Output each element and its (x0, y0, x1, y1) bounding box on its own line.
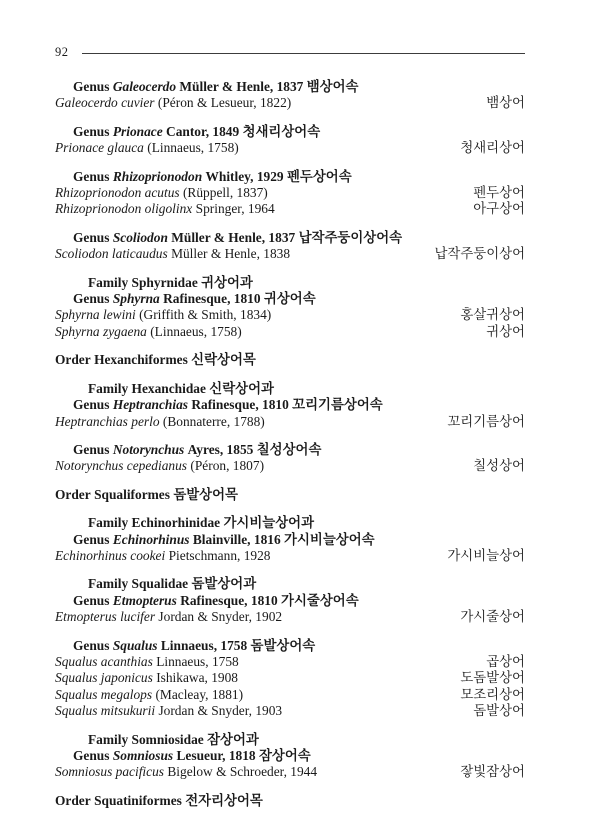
taxon-entry-text (55, 275, 253, 291)
rank-label: Genus (73, 637, 110, 653)
scientific-name: Somniosidae (131, 731, 204, 747)
family-line (55, 275, 525, 291)
author-citation: Springer, 1964 (195, 201, 275, 217)
korean-common-name: 뱀상어 (486, 95, 525, 111)
rank-label: Family (88, 576, 129, 592)
author-citation: Bigelow & Schroeder, 1944 (167, 764, 318, 780)
species-line (55, 246, 525, 262)
author-citation: Blainville, 1816 (192, 531, 281, 547)
korean-name: 신락상어과 (209, 380, 274, 396)
rank-label: Family (88, 380, 129, 396)
rank-label: Genus (73, 229, 110, 245)
species-line (55, 307, 525, 323)
scientific-name: Scoliodon laticaudus (55, 246, 168, 262)
korean-name: 칠성상어속 (256, 441, 322, 457)
taxonomy-list (0, 60, 605, 809)
scientific-name: Heptranchias (112, 397, 188, 413)
scientific-name: Galeocerdo (112, 79, 177, 94)
author-citation: Ayres, 1855 (187, 441, 254, 457)
order-line (55, 352, 525, 368)
author-citation: Cantor, 1849 (166, 123, 240, 139)
rank-label: Order (55, 792, 91, 808)
family-line (55, 381, 525, 397)
korean-name: 잠상어속 (258, 748, 311, 763)
korean-common-name: 돔발상어 (473, 703, 525, 719)
scientific-name: Galeocerdo cuvier (55, 95, 155, 111)
species-line (55, 458, 525, 474)
genus-line (55, 638, 525, 654)
taxon-entry-text (55, 201, 275, 217)
taxon-entry-text (55, 638, 315, 654)
taxon-entry-text (55, 793, 263, 809)
order-line (55, 793, 525, 809)
rank-label: Order (55, 486, 91, 502)
scientific-name: Sphyrna zygaena (55, 323, 147, 339)
taxon-entry-text (55, 670, 238, 686)
korean-common-name: 모조리상어 (460, 686, 525, 702)
page-number: 92 (55, 45, 69, 59)
taxon-block (55, 732, 525, 781)
rank-label: Family (88, 731, 129, 747)
taxon-entry-text (55, 487, 238, 503)
taxon-entry-text (55, 732, 259, 748)
scientific-name: Squatiniformes (94, 792, 182, 808)
rank-label: Family (88, 515, 129, 531)
scientific-name: Rhizoprionodon oligolinx (55, 201, 193, 217)
korean-common-name: 꼬리기름상어 (447, 413, 525, 429)
rank-label: Order (55, 352, 91, 368)
scientific-name: Somniosus (112, 748, 174, 763)
species-line (55, 687, 525, 703)
taxon-entry-text (55, 703, 282, 719)
scientific-name: Etmopterus lucifer (55, 609, 156, 625)
species-line (55, 548, 525, 564)
scientific-name: Somniosus pacificus (55, 764, 164, 780)
genus-line (55, 397, 525, 413)
taxon-entry-text (55, 576, 256, 592)
scientific-name: Sphyrna (112, 291, 160, 307)
scientific-name: Prionace (112, 123, 163, 139)
scientific-name: Squalus japonicus (55, 670, 153, 686)
korean-name: 돔발상어과 (191, 576, 257, 592)
author-citation: Lesueur, 1818 (176, 748, 256, 763)
taxon-entry-text (55, 548, 271, 564)
family-line (55, 732, 525, 748)
taxon-entry-text (55, 169, 352, 185)
scientific-name: Notorynchus cepedianus (55, 458, 188, 474)
species-line (55, 140, 525, 156)
genus-line (55, 442, 525, 458)
scientific-name: Sphyrna lewini (55, 307, 136, 323)
scientific-name: Hexanchidae (131, 380, 206, 396)
scientific-name: Notorynchus (112, 441, 185, 457)
taxon-entry-text (55, 291, 316, 307)
taxon-block (55, 576, 525, 625)
author-citation: Jordan & Snyder, 1903 (158, 703, 283, 719)
taxon-entry-text (55, 764, 317, 780)
genus-line (55, 124, 525, 140)
taxon-block (55, 79, 525, 112)
korean-common-name: 곱상어 (486, 653, 525, 669)
korean-name: 돔발상어목 (173, 486, 238, 502)
korean-name: 꼬리기름상어속 (292, 397, 383, 413)
taxon-entry-text (55, 687, 243, 703)
scientific-name: Squaliformes (94, 486, 170, 502)
family-line (55, 576, 525, 592)
order-line (55, 487, 525, 503)
scientific-name: Rhizoprionodon (112, 168, 203, 184)
taxon-entry-text (55, 185, 268, 201)
korean-common-name: 가시비늘상어 (447, 547, 525, 563)
taxon-entry-text (55, 352, 256, 368)
korean-common-name: 아구상어 (473, 201, 525, 217)
taxon-entry-text (55, 246, 290, 262)
genus-line (55, 291, 525, 307)
korean-name: 전자리상어목 (185, 792, 263, 808)
scientific-name: Echinorhinus cookei (55, 547, 166, 563)
author-citation: (Péron & Lesueur, 1822) (157, 95, 292, 111)
rank-label: Genus (73, 291, 110, 307)
species-line (55, 609, 525, 625)
author-citation: Linnaeus, 1758 (156, 653, 239, 669)
taxon-entry-text (55, 230, 402, 246)
species-line (55, 95, 525, 111)
author-citation: (Bonnaterre, 1788) (162, 413, 265, 429)
species-line (55, 201, 525, 217)
taxon-entry-text (55, 307, 271, 323)
korean-name: 가시비늘상어속 (284, 531, 375, 547)
author-citation: (Péron, 1807) (190, 458, 265, 474)
taxon-entry-text (55, 532, 375, 548)
korean-common-name: 귀상어 (486, 323, 525, 339)
taxon-entry-text (55, 140, 239, 156)
author-citation: Pietschmann, 1928 (168, 547, 271, 563)
scientific-name: Sphyrnidae (131, 274, 198, 290)
scientific-name: Squalus megalops (55, 686, 153, 702)
rank-label: Family (88, 274, 129, 290)
author-citation: (Macleay, 1881) (155, 686, 244, 702)
genus-line (55, 748, 525, 764)
taxon-block (55, 381, 525, 430)
rank-label: Genus (73, 79, 110, 94)
author-citation: (Rüppell, 1837) (182, 185, 268, 201)
korean-common-name: 납작주둥이상어 (434, 246, 525, 262)
taxon-entry-text (55, 381, 274, 397)
author-citation: Whitley, 1929 (205, 168, 284, 184)
taxon-block (55, 638, 525, 720)
taxon-block (55, 352, 525, 368)
taxon-block (55, 230, 525, 263)
rank-label: Genus (73, 531, 110, 547)
korean-name: 뱀상어속 (306, 79, 359, 94)
korean-name: 펜두상어속 (286, 168, 352, 184)
rank-label: Genus (73, 123, 110, 139)
author-citation: Rafinesque, 1810 (180, 592, 278, 608)
author-citation: Müller & Henle, 1838 (171, 246, 291, 262)
author-citation: Müller & Henle, 1837 (171, 229, 296, 245)
taxon-entry-text (55, 458, 264, 474)
korean-name: 신락상어목 (191, 352, 256, 368)
korean-common-name: 가시줄상어 (460, 609, 525, 625)
genus-line (55, 230, 525, 246)
rank-label: Genus (73, 748, 110, 763)
taxon-block (55, 487, 525, 503)
species-line (55, 654, 525, 670)
taxon-entry-text (55, 324, 242, 340)
scientific-name: Prionace glauca (55, 140, 144, 156)
korean-name: 귀상어속 (263, 291, 316, 307)
author-citation: (Linnaeus, 1758) (147, 140, 239, 156)
korean-common-name: 홍살귀상어 (460, 307, 525, 323)
korean-name: 귀상어과 (201, 274, 253, 290)
taxon-entry-text (55, 397, 383, 413)
family-line (55, 515, 525, 531)
scientific-name: Scoliodon (112, 229, 168, 245)
taxon-entry-text (55, 515, 314, 531)
species-line (55, 414, 525, 430)
taxon-block (55, 442, 525, 475)
scientific-name: Squalus mitsukurii (55, 703, 156, 719)
korean-common-name: 청새리상어 (460, 140, 525, 156)
species-line (55, 703, 525, 719)
korean-name: 청새리상어속 (242, 123, 321, 139)
species-line (55, 324, 525, 340)
genus-line (55, 79, 525, 95)
scientific-name: Etmopterus (112, 592, 177, 608)
scientific-name: Echinorhinidae (131, 515, 221, 531)
korean-name: 돔발상어속 (250, 637, 316, 653)
rank-label: Genus (73, 397, 110, 413)
scientific-name: Heptranchias perlo (55, 413, 160, 429)
korean-common-name: 칠성상어 (473, 458, 525, 474)
taxon-entry-text (55, 414, 265, 430)
species-line (55, 185, 525, 201)
korean-name: 잠상어과 (207, 731, 259, 747)
rank-label: Genus (73, 592, 110, 608)
korean-name: 가시비늘상어과 (223, 515, 314, 531)
page-header (0, 0, 605, 60)
genus-line (55, 532, 525, 548)
scientific-name: Hexanchiformes (94, 352, 188, 368)
author-citation: Rafinesque, 1810 (191, 397, 289, 413)
scientific-name: Echinorhinus (112, 531, 190, 547)
rank-label: Genus (73, 168, 110, 184)
taxon-entry-text (55, 95, 291, 111)
taxon-block (55, 793, 525, 809)
scientific-name: Squalus acanthias (55, 653, 153, 669)
korean-name: 납작주둥이상어속 (298, 229, 403, 245)
taxon-entry-text (55, 124, 320, 140)
taxon-block (55, 515, 525, 564)
species-line (55, 670, 525, 686)
author-citation: Jordan & Snyder, 1902 (158, 609, 283, 625)
scientific-name: Rhizoprionodon acutus (55, 185, 180, 201)
taxon-entry-text (55, 79, 358, 95)
header-rule (82, 53, 526, 54)
taxon-entry-text (55, 654, 239, 670)
korean-common-name: 잫빛잠상어 (460, 764, 525, 780)
korean-common-name: 도돔발상어 (460, 670, 525, 686)
author-citation: Müller & Henle, 1837 (179, 79, 304, 94)
author-citation: Rafinesque, 1810 (163, 291, 261, 307)
korean-name: 가시줄상어속 (281, 592, 359, 608)
genus-line (55, 169, 525, 185)
genus-line (55, 593, 525, 609)
taxon-entry-text (55, 593, 359, 609)
author-citation: (Griffith & Smith, 1834) (139, 307, 272, 323)
author-citation: Linnaeus, 1758 (160, 637, 248, 653)
author-citation: Ishikawa, 1908 (156, 670, 239, 686)
taxon-entry-text (55, 609, 282, 625)
scientific-name: Squalus (112, 637, 158, 653)
taxon-block (55, 124, 525, 157)
taxon-block (55, 275, 525, 341)
taxon-entry-text (55, 748, 311, 764)
korean-common-name: 펜두상어 (473, 185, 525, 201)
author-citation: (Linnaeus, 1758) (150, 323, 242, 339)
scientific-name: Squalidae (131, 576, 189, 592)
taxon-block (55, 169, 525, 218)
taxon-entry-text (55, 442, 321, 458)
species-line (55, 764, 525, 780)
rank-label: Genus (73, 441, 110, 457)
